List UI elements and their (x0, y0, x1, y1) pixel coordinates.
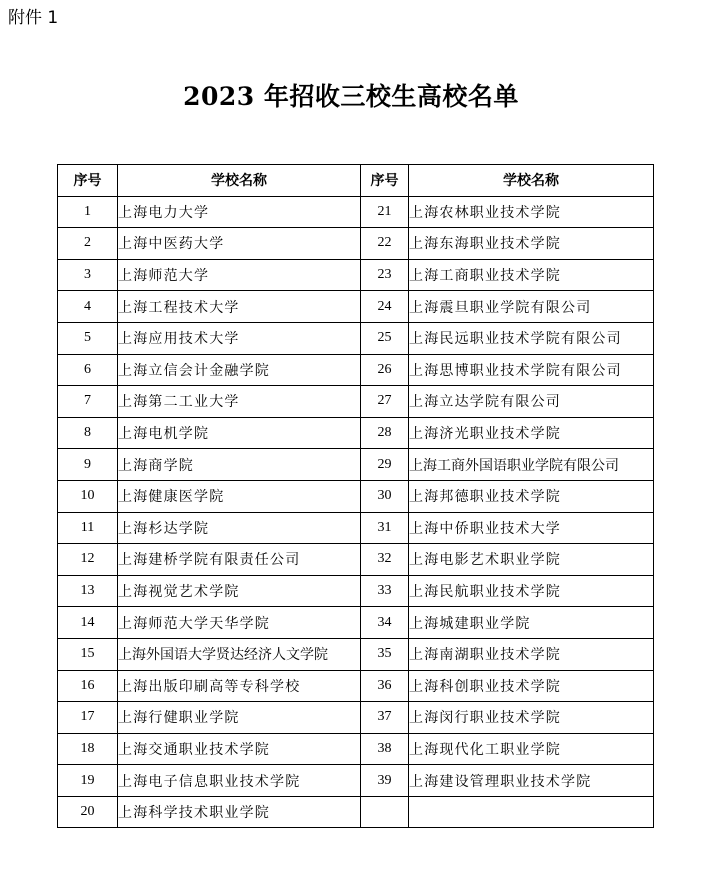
row-index: 22 (361, 228, 409, 260)
school-name: 上海第二工业大学 (118, 386, 361, 418)
table-row (58, 354, 654, 386)
table-row (58, 544, 654, 576)
row-index: 19 (58, 765, 118, 797)
row-index: 10 (58, 480, 118, 512)
table-row (58, 228, 654, 260)
row-index: 29 (361, 449, 409, 481)
row-index: 13 (58, 575, 118, 607)
school-name: 上海工商职业技术学院 (409, 259, 654, 291)
school-name: 上海东海职业技术学院 (409, 228, 654, 260)
school-name: 上海科创职业技术学院 (409, 670, 654, 702)
school-name: 上海现代化工职业学院 (409, 733, 654, 765)
row-index: 21 (361, 196, 409, 228)
school-name: 上海民航职业技术学院 (409, 575, 654, 607)
table-row (58, 196, 654, 228)
school-name: 上海杉达学院 (118, 512, 361, 544)
table-row (58, 291, 654, 323)
school-name: 上海农林职业技术学院 (409, 196, 654, 228)
row-index: 31 (361, 512, 409, 544)
table-row (58, 638, 654, 670)
row-index: 7 (58, 386, 118, 418)
school-name: 上海思博职业技术学院有限公司 (409, 354, 654, 386)
row-index: 1 (58, 196, 118, 228)
table-row (58, 702, 654, 734)
row-index: 38 (361, 733, 409, 765)
row-index: 34 (361, 607, 409, 639)
row-index: 18 (58, 733, 118, 765)
school-name: 上海济光职业技术学院 (409, 417, 654, 449)
school-name: 上海邦德职业技术学院 (409, 480, 654, 512)
school-name: 上海立信会计金融学院 (118, 354, 361, 386)
table-row (58, 512, 654, 544)
school-name: 上海南湖职业技术学院 (409, 638, 654, 670)
row-index: 3 (58, 259, 118, 291)
school-name: 上海电影艺术职业学院 (409, 544, 654, 576)
table-row (58, 670, 654, 702)
empty-cell (361, 796, 409, 828)
school-name: 上海外国语大学贤达经济人文学院 (118, 638, 361, 670)
school-name: 上海工程技术大学 (118, 291, 361, 323)
table-row (58, 480, 654, 512)
attachment-label: 附件 1 (8, 8, 59, 28)
school-name: 上海视觉艺术学院 (118, 575, 361, 607)
row-index: 2 (58, 228, 118, 260)
row-index: 33 (361, 575, 409, 607)
school-name: 上海师范大学 (118, 259, 361, 291)
table-header-row (58, 165, 654, 197)
row-index: 16 (58, 670, 118, 702)
row-index: 30 (361, 480, 409, 512)
column-header-name-right: 学校名称 (409, 165, 654, 197)
document-title: 2023 年招收三校生高校名单 (183, 82, 519, 111)
row-index: 37 (361, 702, 409, 734)
school-name: 上海民远职业技术学院有限公司 (409, 322, 654, 354)
table-row (58, 417, 654, 449)
school-name: 上海电机学院 (118, 417, 361, 449)
row-index: 6 (58, 354, 118, 386)
column-header-index-right: 序号 (361, 165, 409, 197)
school-name: 上海建桥学院有限责任公司 (118, 544, 361, 576)
school-name: 上海电子信息职业技术学院 (118, 765, 361, 797)
row-index: 5 (58, 322, 118, 354)
row-index: 9 (58, 449, 118, 481)
column-header-name-left: 学校名称 (118, 165, 361, 197)
table-row (58, 796, 654, 828)
school-name: 上海商学院 (118, 449, 361, 481)
school-name: 上海中医药大学 (118, 228, 361, 260)
row-index: 36 (361, 670, 409, 702)
row-index: 15 (58, 638, 118, 670)
school-name: 上海交通职业技术学院 (118, 733, 361, 765)
row-index: 25 (361, 322, 409, 354)
row-index: 35 (361, 638, 409, 670)
school-list-table (57, 164, 654, 828)
row-index: 20 (58, 796, 118, 828)
row-index: 28 (361, 417, 409, 449)
table-row (58, 322, 654, 354)
school-name: 上海出版印刷高等专科学校 (118, 670, 361, 702)
row-index: 12 (58, 544, 118, 576)
school-name: 上海应用技术大学 (118, 322, 361, 354)
school-name: 上海行健职业学院 (118, 702, 361, 734)
table-row (58, 259, 654, 291)
school-name: 上海立达学院有限公司 (409, 386, 654, 418)
row-index: 17 (58, 702, 118, 734)
column-header-index-left: 序号 (58, 165, 118, 197)
school-name: 上海城建职业学院 (409, 607, 654, 639)
school-name: 上海电力大学 (118, 196, 361, 228)
table-row (58, 386, 654, 418)
row-index: 4 (58, 291, 118, 323)
row-index: 32 (361, 544, 409, 576)
row-index: 27 (361, 386, 409, 418)
school-name: 上海工商外国语职业学院有限公司 (409, 449, 654, 481)
school-name: 上海师范大学天华学院 (118, 607, 361, 639)
school-name: 上海健康医学院 (118, 480, 361, 512)
table-row (58, 575, 654, 607)
school-name: 上海科学技术职业学院 (118, 796, 361, 828)
school-name: 上海震旦职业学院有限公司 (409, 291, 654, 323)
school-name: 上海中侨职业技术大学 (409, 512, 654, 544)
row-index: 8 (58, 417, 118, 449)
row-index: 23 (361, 259, 409, 291)
row-index: 26 (361, 354, 409, 386)
row-index: 11 (58, 512, 118, 544)
row-index: 24 (361, 291, 409, 323)
row-index: 39 (361, 765, 409, 797)
table-row (58, 733, 654, 765)
school-name: 上海闵行职业技术学院 (409, 702, 654, 734)
empty-cell (409, 796, 654, 828)
row-index: 14 (58, 607, 118, 639)
table-row (58, 765, 654, 797)
school-name: 上海建设管理职业技术学院 (409, 765, 654, 797)
table-row (58, 607, 654, 639)
table-row (58, 449, 654, 481)
